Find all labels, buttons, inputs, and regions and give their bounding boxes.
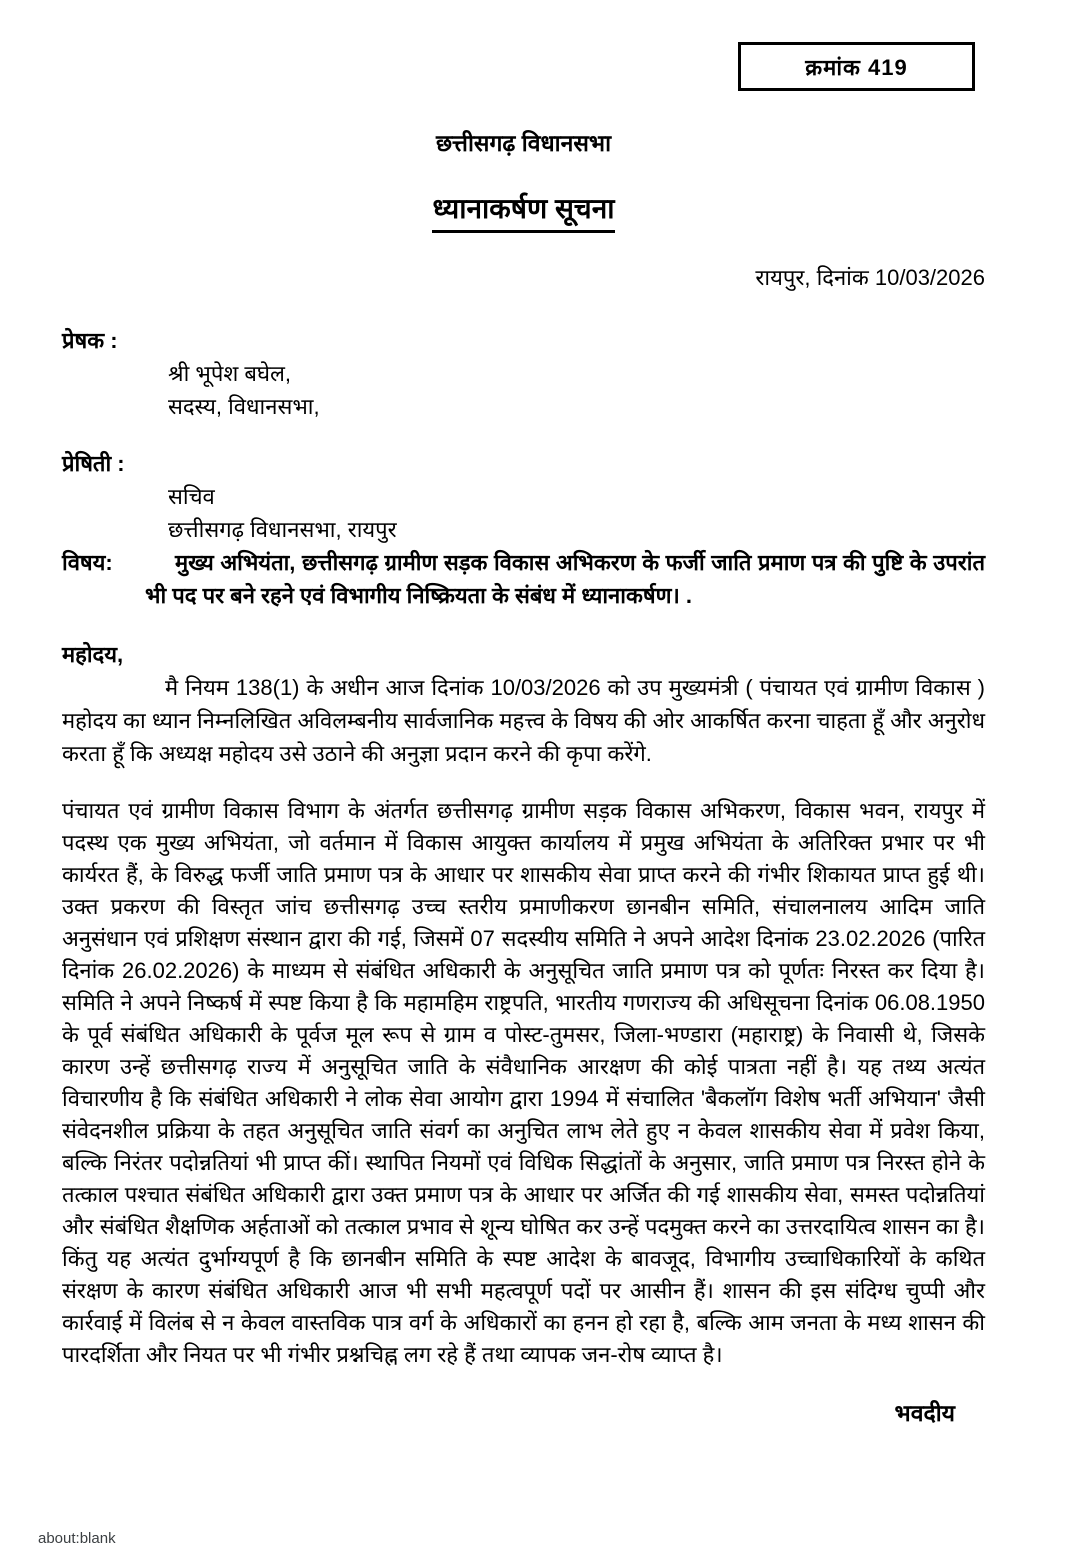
sender-block: [62, 324, 985, 423]
body-paragraph-1: मै नियम 138(1) के अधीन आज दिनांक 10/03/2026 को उप मुख्यमंत्री ( पंचायत एवं ग्रामीण विकास ) महोदय का ध्यान निम्नलिखित अविलम्बनीय सार्वजानिक महत्त्व के विषय की ओर आकर्षित करना चाहता हूँ और अनुरोध करता हूँ कि अध्यक्ष महोदय उसे उठाने की अनुज्ञा प्रदान करने की कृपा करेंगे.: [62, 675, 985, 766]
subject-row: [62, 546, 985, 612]
title-wrapper: [62, 192, 985, 233]
browser-status-bar: about:blank: [38, 1530, 116, 1547]
subject-text: मुख्य अभियंता, छत्तीसगढ़ ग्रामीण सड़क विकास अभिकरण के फर्जी जाति प्रमाण पत्र की पुष्टि के उपरांत भी पद पर बने रहने एवं विभागीय निष्क्रियता के संबंध में ध्यानाकर्षण। .: [145, 550, 985, 608]
document-title: ध्यानाकर्षण सूचना: [432, 192, 614, 233]
sender-designation: सदस्य, विधानसभा,: [168, 394, 320, 419]
serial-number-box: [738, 42, 975, 91]
recipient-block: [62, 447, 985, 546]
body-paragraph-2: पंचायत एवं ग्रामीण विकास विभाग के अंतर्गत छत्तीसगढ़ ग्रामीण सड़क विकास अभिकरण, विकास भवन, रायपुर में पदस्थ एक मुख्य अभियंता, जो वर्तमान में विकास आयुक्त कार्यालय में प्रमुख अभियंता के अतिरिक्त प्रभार पर भी कार्यरत हैं, के विरुद्ध फर्जी जाति प्रमाण पत्र के आधार पर शासकीय सेवा प्राप्त करने की गंभीर शिकायत प्राप्त हुई थी। उक्त प्रकरण की विस्तृत जांच छत्तीसगढ़ उच्च स्तरीय प्रमाणीकरण छानबीन समिति, संचालनालय आदिम जाति अनुसंधान एवं प्रशिक्षण संस्थान द्वारा की गई, जिसमें 07 सदस्यीय समिति ने अपने आदेश दिनांक 23.02.2026 (पारित दिनांक 26.02.2026) के माध्यम से संबंधित अधिकारी के अनुसूचित जाति प्रमाण पत्र को पूर्णतः निरस्त कर दिया है। समिति ने अपने निष्कर्ष में स्पष्ट किया है कि महामहिम राष्ट्रपति, भारतीय गणराज्य की अधिसूचना दिनांक 06.08.1950 के पूर्व संबंधित अधिकारी के पूर्वज मूल रूप से ग्राम व पोस्ट-तुमसर, जिला-भण्डारा (महाराष्ट्र) के निवासी थे, जिसके कारण उन्हें छत्तीसगढ़ राज्य में अनुसूचित जाति के संवैधानिक आरक्षण की कोई पात्रता नहीं है। यह तथ्य अत्यंत विचारणीय है कि संबंधित अधिकारी ने लोक सेवा आयोग द्वारा 1994 में संचालित 'बैकलॉग विशेष भर्ती अभियान' जैसी संवेदनशील प्रक्रिया के तहत अनुसूचित जाति संवर्ग का अनुचित लाभ लेते हुए न केवल शासकीय सेवा में प्रवेश किया, बल्कि निरंतर पदोन्नतियां भी प्राप्त कीं। स्थापित नियमों एवं विधिक सिद्धांतों के अनुसार, जाति प्रमाण पत्र निरस्त होने के तत्काल पश्चात संबंधित अधिकारी द्वारा उक्त प्रमाण पत्र के आधार पर अर्जित की गई शासकीय सेवा, समस्त पदोन्नतियां और संबंधित शैक्षणिक अर्हताओं को तत्काल प्रभाव से शून्य घोषित कर उन्हें पदमुक्त करने का उत्तरदायित्व शासन का है। किंतु यह अत्यंत दुर्भाग्यपूर्ण है कि छानबीन समिति के स्पष्ट आदेश के बावजूद, विभागीय उच्चाधिकारियों के कथित संरक्षण के कारण संबंधित अधिकारी आज भी सभी महत्वपूर्ण पदों पर आसीन हैं। शासन की इस संदिग्ध चुप्पी और कार्रवाई में विलंब से न केवल वास्तविक पात्र वर्ग के अधिकारों का हनन हो रहा है, बल्कि आम जनता के मध्य शासन की पारदर्शिता और नियत पर भी गंभीर प्रश्नचिह्न लग रहे हैं तथा व्यापक जन-रोष व्याप्त है।: [62, 798, 985, 1367]
recipient-label: प्रेषिती :: [62, 451, 125, 476]
serial-number-text: क्रमांक 419: [805, 54, 908, 80]
sender-name: श्री भूपेश बघेल,: [168, 361, 292, 386]
recipient-address: छत्तीसगढ़ विधानसभा, रायपुर: [168, 517, 397, 542]
salutation: महोदय,: [62, 642, 124, 667]
sender-label: प्रेषक :: [62, 328, 118, 353]
assembly-name: छत्तीसगढ़ विधानसभा: [435, 130, 612, 156]
closing-signoff: भवदीय: [894, 1400, 955, 1426]
place-date-line: रायपुर, दिनांक 10/03/2026: [755, 265, 985, 290]
recipient-name: सचिव: [168, 484, 215, 509]
subject-label: विषय:: [62, 550, 113, 575]
